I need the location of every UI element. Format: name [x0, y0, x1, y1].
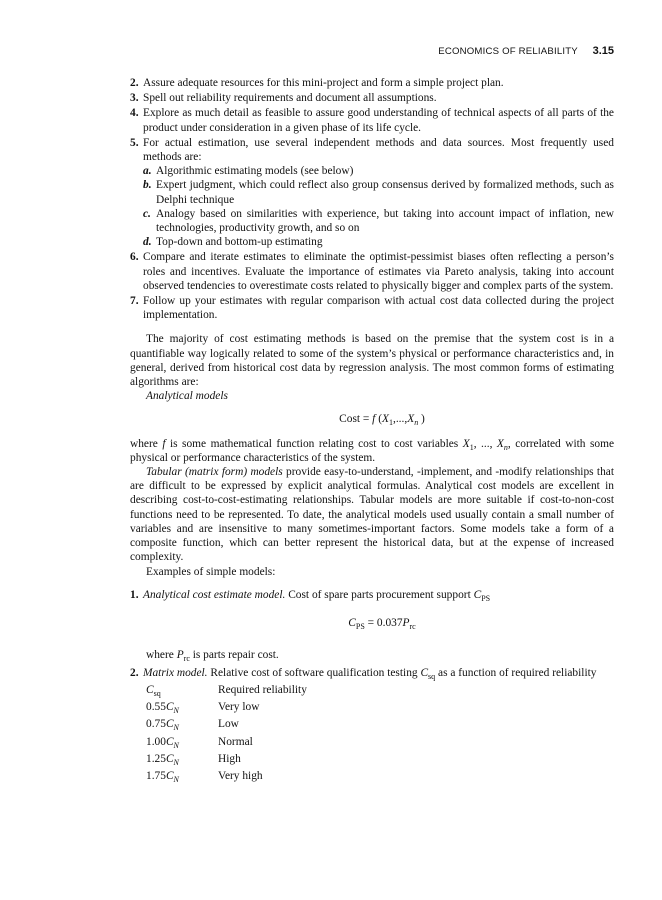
step-item [130, 106, 614, 134]
example-title: Analytical cost estimate model. [143, 588, 286, 601]
step-item [130, 136, 614, 250]
step-text: For actual estimation, use several independent methods and data sources. Most frequently used methods are: [143, 136, 614, 164]
tabular-models-term: Tabular (matrix form) models [146, 466, 283, 479]
step-number: 5. [130, 136, 139, 149]
cost-cell: $0.75C_N$ [146, 718, 179, 733]
step-number: 2. [130, 77, 139, 89]
step-text: Compare and iterate estimates to eliminate the optimist-pessimist biases often reflecting a person’s roles and incentives. Evaluate the importance of estimates via Pareto analysis, taking into account observed tendencies to overestimate costs related to physically bigger and complex parts of the system. [143, 251, 614, 292]
cost-cell: $1.00C_N$ [146, 735, 179, 750]
example-item: 1. Analytical cost estimate model. Cost of spare parts procurement support $C_{PS}$ [130, 588, 491, 603]
table-row [146, 752, 614, 769]
method-letter: a. [143, 165, 152, 178]
cost-cell: $1.25C_N$ [146, 753, 179, 768]
tabular-models-paragraph: Tabular (matrix form) models provide easy-to-understand, -implement, and -modify relationships that are difficult to be expressed by explicit analytical formulas. Analytical cost models are excellent in describing cost-to-cost-estimating relationships. Tabular models are more suitable if cost-to-non-cost functions need to be represented. To date, the analytical models used usually contain a small number of variables and are insensitive to many sometimes-important factors. Some models take a form of a composite function, which can better represent the historical data, but at the expense of increased complexity. [130, 466, 614, 564]
example-number: 1. [130, 588, 139, 601]
method-item [143, 207, 614, 235]
intro-paragraph: The majority of cost estimating methods is based on the premise that the system cost is in a quantifiable way logically related to some of the system’s physical or performance characteristics and, in general, derived from historical cost data by regression analysis. The most common forms of estimating algorithms are: [130, 333, 614, 389]
step-text: Assure adequate resources for this mini-project and form a simple project plan. [143, 77, 504, 89]
table-row [146, 717, 614, 734]
step-item [130, 294, 614, 322]
example-title: Matrix model. [143, 667, 208, 680]
method-letter: d. [143, 236, 152, 249]
spare-parts-formula: $C_{PS} = 0.037P_{rc}$ [348, 616, 416, 631]
cost-cell: $1.75C_N$ [146, 770, 179, 785]
step-text: Follow up your estimates with regular comparison with actual cost data collected during the project implementation. [143, 295, 614, 322]
examples-intro: Examples of simple models: [146, 565, 276, 578]
reliability-cell: Normal [218, 735, 253, 748]
cost-formula: Cost = f ($X_1,...,X_n$ ) [339, 413, 425, 428]
table-row [146, 769, 614, 786]
page-number: 3.15 [592, 45, 614, 57]
reliability-cell: Very high [218, 770, 263, 783]
table-header-row [146, 683, 614, 700]
example-where: where $P_{rc}$ is parts repair cost. [146, 649, 279, 664]
example-number: 2. [130, 667, 139, 680]
method-text: Analogy based on similarities with experience, but taking into account impact of inflation, new technologies, productivity growth, and so on [156, 207, 614, 235]
reliability-cell: Low [218, 718, 239, 731]
step-text: Explore as much detail as feasible to assure good understanding of technical aspects of all parts of the product under consideration in a given phase of its life cycle. [143, 107, 614, 134]
step-number: 7. [130, 295, 139, 308]
step-item [130, 76, 614, 90]
page-body [130, 76, 614, 787]
analytical-models-heading: Analytical models [146, 390, 228, 403]
table-row [146, 700, 614, 717]
running-header [0, 44, 614, 59]
step-number: 4. [130, 107, 139, 120]
cost-cell: $0.55C_N$ [146, 700, 179, 715]
step-number: 6. [130, 251, 139, 264]
method-text: Top-down and bottom-up estimating [156, 236, 323, 249]
step-text: Spell out reliability requirements and document all assumptions. [143, 92, 437, 105]
method-text: Expert judgment, which could reflect also group consensus derived by formalized methods, such as Delphi technique [156, 179, 614, 206]
method-letter: c. [143, 207, 151, 220]
reliability-cost-table [146, 683, 614, 787]
method-text: Algorithmic estimating models (see below) [156, 165, 354, 178]
method-item [143, 178, 614, 206]
reliability-cell: Very low [218, 700, 260, 713]
chapter-title: ECONOMICS OF RELIABILITY [438, 46, 578, 57]
example-item: 2. Matrix model. Relative cost of software qualification testing $C_{sq}$ as a function of required reliability [130, 667, 597, 682]
step-number: 3. [130, 92, 139, 105]
reliability-cell: High [218, 753, 241, 766]
method-item [143, 235, 614, 249]
step-item [130, 91, 614, 105]
formula-explanation: where f is some mathematical function relating cost to cost variables $X_1$, ..., $X_n$, correlated with some physical or performance characteristics of the system. [130, 437, 614, 464]
method-letter: b. [143, 179, 152, 192]
table-header-reliability: Required reliability [218, 683, 307, 696]
method-item [143, 164, 614, 178]
step-item [130, 250, 614, 293]
table-header-cost: $C_{sq}$ [146, 683, 161, 698]
table-row [146, 735, 614, 752]
